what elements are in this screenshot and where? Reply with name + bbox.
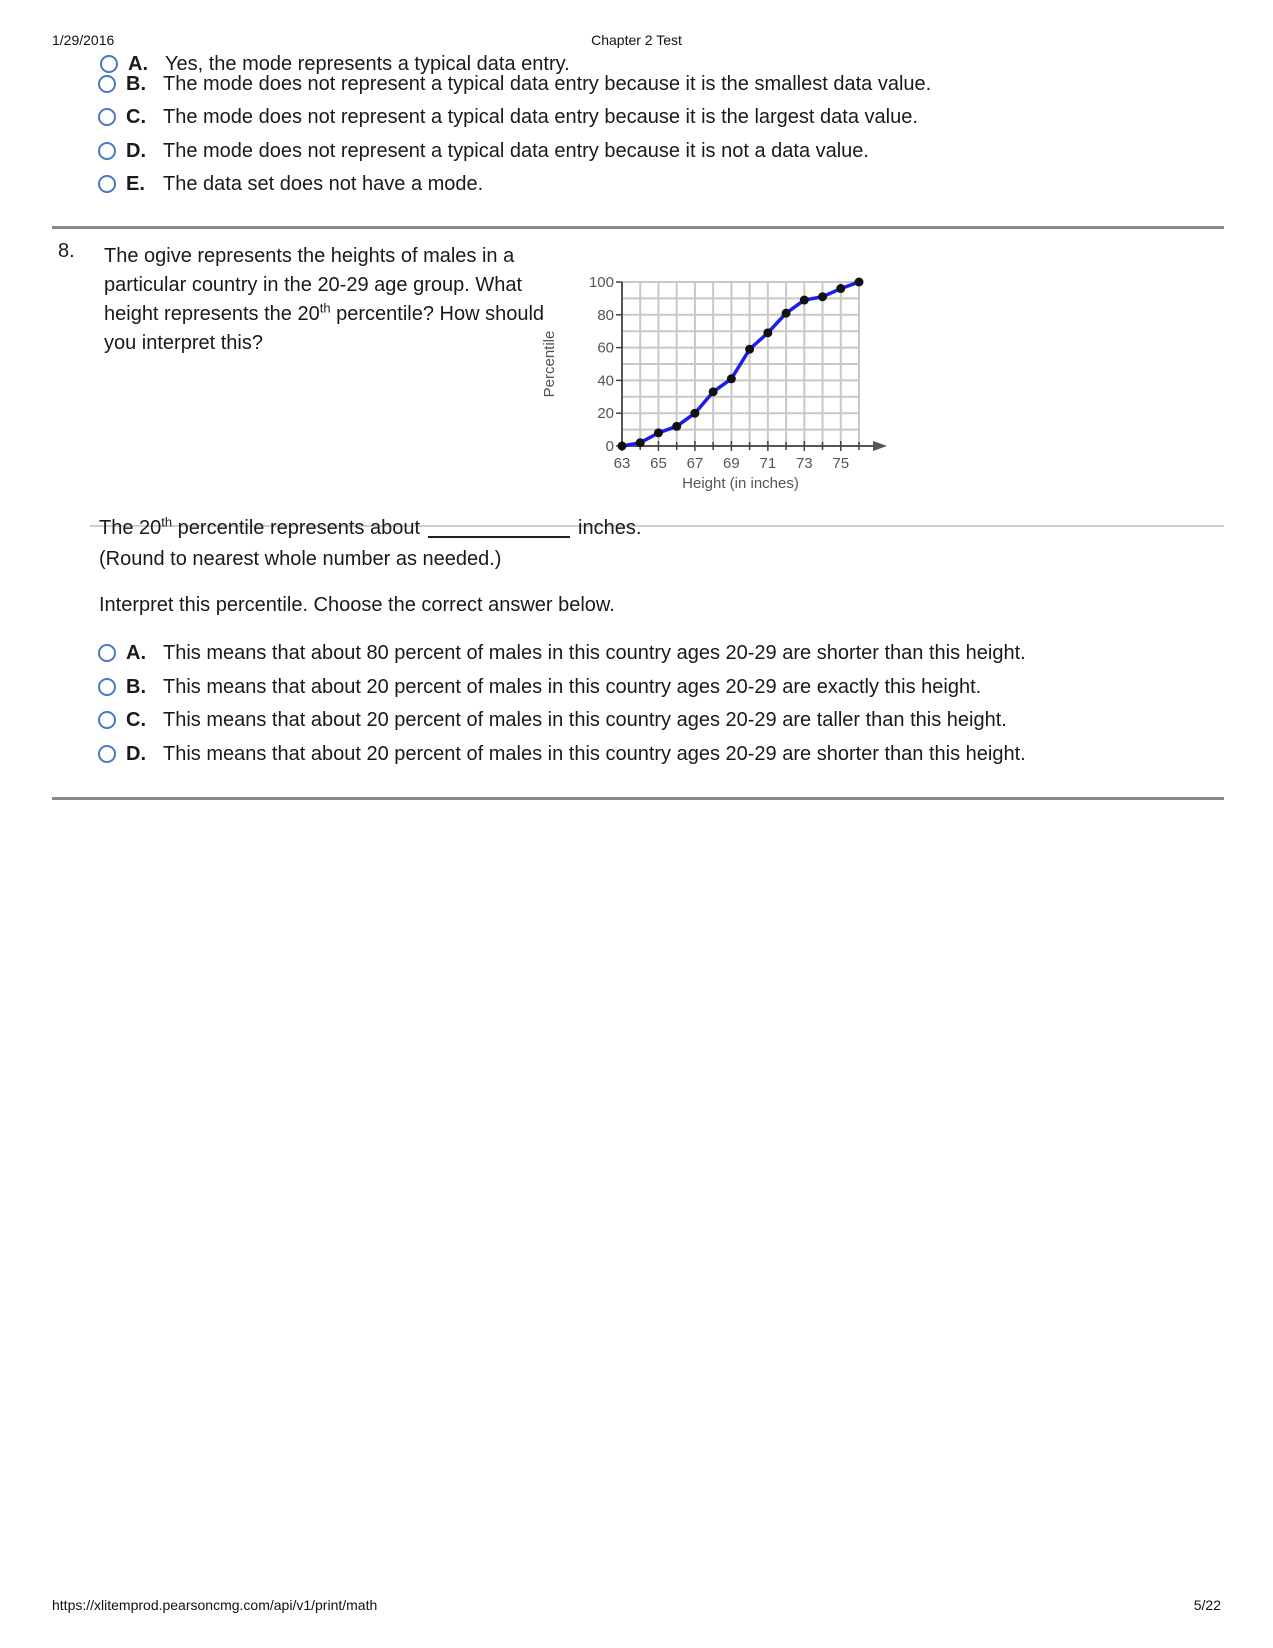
option-letter: B. xyxy=(126,72,146,95)
option-text: This means that about 20 percent of males in this country ages 20-29 are exactly this height. xyxy=(163,675,982,698)
y-axis-label: Percentile xyxy=(541,330,558,398)
data-point xyxy=(709,387,718,396)
option-text: The mode does not represent a typical data entry because it is the smallest data value. xyxy=(163,72,932,95)
x-tick-label: 69 xyxy=(723,455,740,472)
answer-blank-input[interactable] xyxy=(428,514,570,538)
x-tick-label: 63 xyxy=(613,455,631,472)
y-tick-label: 80 xyxy=(597,306,614,324)
option-text: The mode does not represent a typical data entry because it is the largest data value. xyxy=(163,105,918,128)
page-number: 5/22 xyxy=(1193,1597,1221,1613)
x-tick-label: 75 xyxy=(832,455,850,472)
data-point xyxy=(818,292,827,301)
x-tick-label: 71 xyxy=(759,455,777,472)
radio-icon[interactable] xyxy=(98,142,116,160)
x-axis-arrow-icon xyxy=(873,441,887,451)
answer-middle: percentile represents about xyxy=(172,517,421,539)
y-tick-label: 100 xyxy=(588,274,614,291)
x-axis-label: Height (in inches) xyxy=(682,475,799,492)
option-text: The mode does not represent a typical data entry because it is not a data value. xyxy=(163,139,869,162)
radio-icon[interactable] xyxy=(98,678,116,696)
rounding-hint: (Round to nearest whole number as needed.) xyxy=(99,548,502,570)
data-point xyxy=(727,374,736,383)
question-divider xyxy=(52,226,1224,229)
data-point xyxy=(654,428,663,437)
question-text-sup: th xyxy=(319,300,331,316)
data-point xyxy=(782,309,791,318)
radio-icon[interactable] xyxy=(98,711,116,729)
answer-prefix: The 20 xyxy=(99,517,162,539)
data-point xyxy=(690,409,699,418)
print-date: 1/29/2016 xyxy=(52,32,115,48)
chart-axes xyxy=(616,282,887,451)
answer-sup: th xyxy=(161,514,173,530)
option-text: This means that about 80 percent of males in this country ages 20-29 are shorter than this height. xyxy=(163,641,1026,664)
data-point xyxy=(800,296,809,305)
option-text: Yes, the mode represents a typical data entry. xyxy=(165,52,570,75)
radio-icon[interactable] xyxy=(98,644,116,662)
radio-icon[interactable] xyxy=(98,745,116,763)
clipped-option-a xyxy=(100,51,700,75)
prev-option-c[interactable] xyxy=(98,104,918,130)
data-point xyxy=(745,345,754,354)
data-point xyxy=(636,438,645,447)
prev-option-e[interactable] xyxy=(98,171,483,197)
data-point xyxy=(855,278,864,287)
option-letter: C. xyxy=(126,708,146,731)
radio-icon[interactable] xyxy=(98,175,116,193)
option-letter: A. xyxy=(128,52,148,75)
question-text-part-2: percentile? How should you interpret this? xyxy=(104,303,545,354)
question-end-divider xyxy=(52,797,1224,800)
option-letter: B. xyxy=(126,675,146,698)
ogive-chart xyxy=(532,256,932,506)
question-text-part-1: The ogive represents the heights of males in a particular country in the 20-29 age group. What height represents the 20 xyxy=(104,245,523,325)
footer-url: https://xlitemprod.pearsoncmg.com/api/v1/print/math xyxy=(52,1597,378,1613)
radio-icon[interactable] xyxy=(98,108,116,126)
option-letter: D. xyxy=(126,742,146,765)
option-letter: C. xyxy=(126,105,146,128)
x-tick-label: 67 xyxy=(686,455,704,472)
option-text: This means that about 20 percent of males in this country ages 20-29 are taller than this height. xyxy=(163,708,1007,731)
option-b[interactable] xyxy=(98,674,981,700)
option-text: This means that about 20 percent of males in this country ages 20-29 are shorter than this height. xyxy=(163,742,1026,765)
data-point xyxy=(618,442,627,451)
option-d[interactable] xyxy=(98,741,1026,767)
option-a[interactable] xyxy=(98,640,1026,666)
data-point xyxy=(836,284,845,293)
prev-option-b[interactable] xyxy=(98,71,931,97)
y-tick-label: 20 xyxy=(597,405,614,423)
option-letter: D. xyxy=(126,139,146,162)
y-tick-label: 60 xyxy=(597,339,614,357)
y-tick-label: 0 xyxy=(605,438,614,455)
prev-option-d[interactable] xyxy=(98,138,869,164)
x-tick-label: 65 xyxy=(650,455,667,472)
radio-icon[interactable] xyxy=(98,75,116,93)
y-tick-label: 40 xyxy=(597,372,614,390)
interpret-instruction: Interpret this percentile. Choose the correct answer below. xyxy=(99,594,615,616)
answer-suffix: inches. xyxy=(578,517,642,539)
page-title: Chapter 2 Test xyxy=(591,32,682,48)
option-letter: E. xyxy=(126,172,145,195)
x-tick-label: 73 xyxy=(795,455,813,472)
data-point xyxy=(672,422,681,431)
question-text xyxy=(104,242,554,358)
answer-sentence xyxy=(99,514,641,540)
option-c[interactable] xyxy=(98,707,1007,733)
data-point xyxy=(763,328,772,337)
option-letter: A. xyxy=(126,641,146,664)
option-text: The data set does not have a mode. xyxy=(163,172,484,195)
question-number: 8. xyxy=(58,240,75,262)
